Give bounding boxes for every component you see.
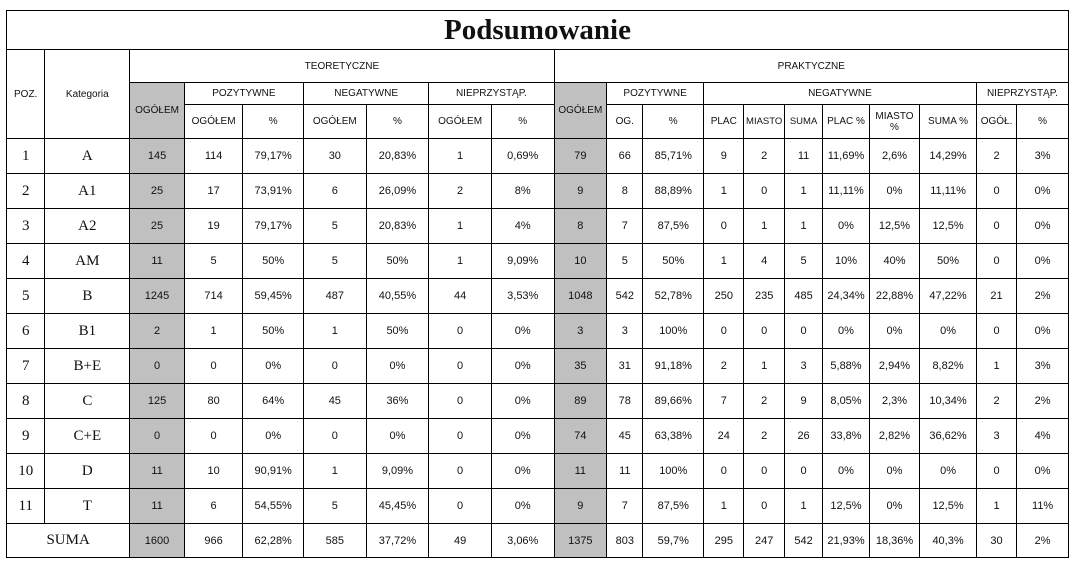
cell-teo-nie-ogolem: 0 [429,454,492,489]
cell-teo-poz-pct: 90,91% [243,454,304,489]
summary-cell-suma-pct: 40,3% [920,524,977,558]
subheader-plac-pct: PLAC % [823,105,869,139]
cell-plac-pct: 11,11% [823,174,869,209]
cell-teo-ogolem: 1245 [130,279,185,314]
table-row [7,174,1069,209]
cell-kategoria: C [45,384,130,419]
cell-nie-ogol: 2 [976,139,1016,174]
cell-suma: 485 [784,279,822,314]
cell-miasto-pct: 12,5% [869,209,920,244]
cell-teo-poz-pct: 79,17% [243,209,304,244]
header-teo-negatywne: NEGATYWNE [304,83,429,105]
cell-kategoria: A2 [45,209,130,244]
header-teoretyczne: TEORETYCZNE [130,50,554,83]
cell-teo-neg-pct: 20,83% [366,139,429,174]
cell-nie-ogol: 0 [976,209,1016,244]
cell-prak-poz-og: 78 [607,384,643,419]
summary-cell-plac-pct: 21,93% [823,524,869,558]
cell-teo-poz-pct: 59,45% [243,279,304,314]
cell-plac-pct: 8,05% [823,384,869,419]
cell-teo-ogolem: 11 [130,489,185,524]
cell-teo-neg-ogolem: 0 [304,349,367,384]
cell-teo-neg-ogolem: 0 [304,419,367,454]
cell-miasto: 235 [744,279,784,314]
header-praktyczne: PRAKTYCZNE [554,50,1068,83]
summary-cell-prak-ogolem: 1375 [554,524,607,558]
cell-miasto-pct: 2,6% [869,139,920,174]
cell-teo-nie-pct: 0% [491,489,554,524]
cell-teo-neg-pct: 20,83% [366,209,429,244]
cell-kategoria: A [45,139,130,174]
cell-teo-nie-ogolem: 0 [429,314,492,349]
subheader-nie-pct: % [1017,105,1069,139]
cell-teo-poz-ogolem: 714 [184,279,243,314]
cell-nie-pct: 2% [1017,384,1069,419]
cell-suma-pct: 12,5% [920,489,977,524]
table-body [7,139,1069,558]
summary-cell-teo-neg-pct: 37,72% [366,524,429,558]
cell-nie-pct: 11% [1017,489,1069,524]
table-row [7,349,1069,384]
cell-kategoria: AM [45,244,130,279]
subheader-teo-neg-ogolem: OGÓŁEM [304,105,367,139]
cell-prak-poz-og: 31 [607,349,643,384]
summary-cell-teo-neg-ogolem: 585 [304,524,367,558]
subheader-prak-poz-og: OG. [607,105,643,139]
cell-kategoria: T [45,489,130,524]
header-prak-negatywne: NEGATYWNE [704,83,977,105]
cell-prak-poz-pct: 88,89% [643,174,704,209]
summary-cell-miasto-pct: 18,36% [869,524,920,558]
cell-teo-nie-ogolem: 0 [429,384,492,419]
cell-miasto: 1 [744,349,784,384]
cell-prak-poz-pct: 85,71% [643,139,704,174]
summary-cell-miasto: 247 [744,524,784,558]
cell-prak-ogolem: 9 [554,489,607,524]
subheader-teo-poz-ogolem: OGÓŁEM [184,105,243,139]
cell-miasto-pct: 2,3% [869,384,920,419]
cell-prak-ogolem: 11 [554,454,607,489]
cell-teo-nie-ogolem: 1 [429,209,492,244]
cell-prak-poz-og: 5 [607,244,643,279]
cell-miasto-pct: 2,82% [869,419,920,454]
cell-prak-ogolem: 79 [554,139,607,174]
cell-nie-pct: 0% [1017,244,1069,279]
cell-teo-neg-ogolem: 1 [304,314,367,349]
cell-poz: 1 [7,139,45,174]
cell-prak-ogolem: 74 [554,419,607,454]
cell-teo-neg-pct: 45,45% [366,489,429,524]
cell-miasto: 4 [744,244,784,279]
subheader-suma-pct: SUMA % [920,105,977,139]
subheader-plac: PLAC [704,105,744,139]
cell-teo-nie-pct: 4% [491,209,554,244]
cell-prak-poz-og: 45 [607,419,643,454]
cell-kategoria: D [45,454,130,489]
cell-teo-neg-pct: 0% [366,349,429,384]
cell-teo-neg-ogolem: 5 [304,209,367,244]
cell-suma: 0 [784,314,822,349]
cell-nie-pct: 4% [1017,419,1069,454]
cell-teo-nie-ogolem: 0 [429,349,492,384]
cell-plac: 1 [704,174,744,209]
cell-plac-pct: 0% [823,314,869,349]
summary-cell-teo-poz-ogolem: 966 [184,524,243,558]
table-row [7,384,1069,419]
cell-teo-poz-pct: 54,55% [243,489,304,524]
cell-miasto-pct: 0% [869,174,920,209]
cell-suma: 9 [784,384,822,419]
cell-plac-pct: 24,34% [823,279,869,314]
cell-prak-poz-pct: 100% [643,314,704,349]
cell-suma: 11 [784,139,822,174]
cell-suma-pct: 47,22% [920,279,977,314]
cell-kategoria: C+E [45,419,130,454]
cell-prak-poz-pct: 100% [643,454,704,489]
cell-teo-neg-pct: 36% [366,384,429,419]
table-row [7,139,1069,174]
cell-plac-pct: 11,69% [823,139,869,174]
cell-prak-poz-pct: 50% [643,244,704,279]
cell-plac-pct: 12,5% [823,489,869,524]
cell-teo-poz-pct: 0% [243,349,304,384]
cell-teo-neg-ogolem: 487 [304,279,367,314]
cell-miasto: 1 [744,209,784,244]
cell-plac: 1 [704,244,744,279]
cell-teo-poz-pct: 79,17% [243,139,304,174]
cell-suma: 3 [784,349,822,384]
cell-nie-pct: 2% [1017,279,1069,314]
cell-prak-poz-pct: 52,78% [643,279,704,314]
cell-plac: 7 [704,384,744,419]
cell-suma-pct: 36,62% [920,419,977,454]
cell-poz: 5 [7,279,45,314]
cell-suma-pct: 8,82% [920,349,977,384]
cell-miasto: 0 [744,489,784,524]
cell-teo-poz-ogolem: 114 [184,139,243,174]
cell-miasto-pct: 0% [869,489,920,524]
cell-nie-pct: 0% [1017,174,1069,209]
cell-nie-ogol: 0 [976,244,1016,279]
cell-plac-pct: 10% [823,244,869,279]
cell-prak-poz-og: 7 [607,489,643,524]
cell-teo-neg-ogolem: 1 [304,454,367,489]
cell-suma-pct: 50% [920,244,977,279]
cell-teo-poz-ogolem: 19 [184,209,243,244]
cell-poz: 4 [7,244,45,279]
header-prak-ogolem: OGÓŁEM [554,83,607,139]
summary-cell-nie-ogol: 30 [976,524,1016,558]
cell-teo-neg-pct: 9,09% [366,454,429,489]
subheader-teo-nie-pct: % [491,105,554,139]
cell-teo-poz-pct: 64% [243,384,304,419]
cell-nie-ogol: 0 [976,174,1016,209]
cell-teo-neg-ogolem: 5 [304,489,367,524]
cell-prak-ogolem: 10 [554,244,607,279]
cell-miasto-pct: 0% [869,454,920,489]
cell-nie-pct: 0% [1017,209,1069,244]
cell-poz: 11 [7,489,45,524]
header-teo-ogolem: OGÓŁEM [130,83,185,139]
subheader-teo-poz-pct: % [243,105,304,139]
cell-teo-neg-ogolem: 5 [304,244,367,279]
cell-teo-neg-pct: 0% [366,419,429,454]
subheader-teo-nie-ogolem: OGÓŁEM [429,105,492,139]
cell-suma-pct: 0% [920,454,977,489]
cell-kategoria: A1 [45,174,130,209]
cell-teo-ogolem: 2 [130,314,185,349]
cell-nie-pct: 3% [1017,139,1069,174]
cell-prak-poz-pct: 91,18% [643,349,704,384]
cell-miasto: 0 [744,454,784,489]
cell-kategoria: B1 [45,314,130,349]
cell-teo-nie-pct: 0% [491,314,554,349]
cell-plac: 0 [704,314,744,349]
subheader-miasto: MIASTO [744,105,784,139]
summary-cell-teo-nie-ogolem: 49 [429,524,492,558]
cell-suma: 0 [784,454,822,489]
cell-prak-poz-pct: 87,5% [643,209,704,244]
cell-poz: 2 [7,174,45,209]
cell-nie-ogol: 1 [976,489,1016,524]
cell-poz: 8 [7,384,45,419]
cell-teo-ogolem: 11 [130,244,185,279]
table-row [7,419,1069,454]
cell-plac: 2 [704,349,744,384]
cell-teo-neg-ogolem: 45 [304,384,367,419]
cell-miasto: 2 [744,419,784,454]
cell-nie-ogol: 21 [976,279,1016,314]
cell-plac-pct: 0% [823,454,869,489]
cell-teo-ogolem: 11 [130,454,185,489]
summary-cell-prak-poz-pct: 59,7% [643,524,704,558]
cell-teo-neg-pct: 50% [366,314,429,349]
header-prak-nieprzystap: NIEPRZYSTĄP. [976,83,1068,105]
cell-miasto: 0 [744,174,784,209]
header-teo-nieprzystap: NIEPRZYSTĄP. [429,83,554,105]
cell-suma-pct: 0% [920,314,977,349]
cell-teo-poz-pct: 50% [243,314,304,349]
cell-miasto: 2 [744,384,784,419]
cell-teo-ogolem: 125 [130,384,185,419]
cell-suma: 1 [784,174,822,209]
cell-teo-nie-ogolem: 1 [429,139,492,174]
summary-row [7,524,1069,558]
cell-prak-poz-pct: 87,5% [643,489,704,524]
cell-teo-poz-pct: 0% [243,419,304,454]
cell-miasto-pct: 22,88% [869,279,920,314]
cell-teo-poz-ogolem: 6 [184,489,243,524]
subheader-prak-poz-pct: % [643,105,704,139]
cell-teo-poz-ogolem: 0 [184,419,243,454]
cell-plac: 24 [704,419,744,454]
cell-suma: 1 [784,489,822,524]
table-row [7,454,1069,489]
subheader-teo-neg-pct: % [366,105,429,139]
cell-teo-poz-ogolem: 1 [184,314,243,349]
cell-teo-nie-pct: 8% [491,174,554,209]
summary-cell-teo-nie-pct: 3,06% [491,524,554,558]
cell-prak-ogolem: 89 [554,384,607,419]
cell-miasto-pct: 40% [869,244,920,279]
cell-teo-poz-ogolem: 10 [184,454,243,489]
cell-poz: 7 [7,349,45,384]
cell-prak-poz-og: 11 [607,454,643,489]
cell-kategoria: B+E [45,349,130,384]
cell-poz: 6 [7,314,45,349]
cell-teo-neg-pct: 40,55% [366,279,429,314]
header-teo-pozytywne: POZYTYWNE [184,83,303,105]
summary-cell-plac: 295 [704,524,744,558]
header-kategoria: Kategoria [45,50,130,139]
cell-teo-nie-ogolem: 2 [429,174,492,209]
cell-nie-ogol: 0 [976,314,1016,349]
table-row [7,314,1069,349]
cell-teo-nie-pct: 3,53% [491,279,554,314]
cell-teo-nie-pct: 0,69% [491,139,554,174]
cell-prak-poz-og: 3 [607,314,643,349]
cell-prak-ogolem: 8 [554,209,607,244]
cell-prak-ogolem: 9 [554,174,607,209]
cell-teo-ogolem: 25 [130,209,185,244]
subheader-miasto-pct: MIASTO % [869,105,920,139]
cell-poz: 9 [7,419,45,454]
summary-label: SUMA [7,524,130,558]
header-poz: POZ. [7,50,45,139]
cell-plac-pct: 0% [823,209,869,244]
summary-table-container [6,10,1069,558]
cell-teo-neg-pct: 50% [366,244,429,279]
cell-teo-ogolem: 0 [130,349,185,384]
summary-cell-suma: 542 [784,524,822,558]
cell-teo-nie-ogolem: 0 [429,489,492,524]
cell-teo-ogolem: 0 [130,419,185,454]
cell-teo-neg-ogolem: 6 [304,174,367,209]
cell-teo-ogolem: 145 [130,139,185,174]
cell-teo-poz-ogolem: 80 [184,384,243,419]
cell-poz: 3 [7,209,45,244]
cell-suma-pct: 10,34% [920,384,977,419]
header-prak-pozytywne: POZYTYWNE [607,83,704,105]
cell-nie-ogol: 1 [976,349,1016,384]
cell-teo-nie-ogolem: 44 [429,279,492,314]
cell-teo-nie-pct: 0% [491,384,554,419]
cell-suma-pct: 12,5% [920,209,977,244]
cell-plac: 0 [704,454,744,489]
cell-miasto: 2 [744,139,784,174]
summary-table [6,10,1069,558]
cell-poz: 10 [7,454,45,489]
cell-teo-ogolem: 25 [130,174,185,209]
cell-prak-poz-og: 7 [607,209,643,244]
cell-plac: 1 [704,489,744,524]
cell-nie-pct: 0% [1017,314,1069,349]
cell-nie-pct: 3% [1017,349,1069,384]
cell-teo-poz-ogolem: 17 [184,174,243,209]
cell-prak-poz-og: 8 [607,174,643,209]
cell-teo-poz-pct: 50% [243,244,304,279]
cell-prak-ogolem: 3 [554,314,607,349]
cell-suma: 1 [784,209,822,244]
cell-plac-pct: 5,88% [823,349,869,384]
cell-prak-poz-pct: 89,66% [643,384,704,419]
table-row [7,244,1069,279]
summary-cell-prak-poz-og: 803 [607,524,643,558]
cell-teo-neg-ogolem: 30 [304,139,367,174]
cell-teo-nie-pct: 0% [491,349,554,384]
cell-suma: 5 [784,244,822,279]
cell-plac-pct: 33,8% [823,419,869,454]
subheader-suma: SUMA [784,105,822,139]
summary-cell-nie-pct: 2% [1017,524,1069,558]
cell-miasto-pct: 0% [869,314,920,349]
cell-nie-ogol: 3 [976,419,1016,454]
cell-teo-nie-ogolem: 1 [429,244,492,279]
table-row [7,209,1069,244]
subheader-nie-ogol: OGÓŁ. [976,105,1016,139]
cell-teo-neg-pct: 26,09% [366,174,429,209]
cell-suma: 26 [784,419,822,454]
cell-kategoria: B [45,279,130,314]
cell-miasto-pct: 2,94% [869,349,920,384]
table-row [7,279,1069,314]
cell-teo-nie-pct: 0% [491,419,554,454]
page-title: Podsumowanie [7,11,1069,50]
cell-plac: 9 [704,139,744,174]
cell-nie-pct: 0% [1017,454,1069,489]
cell-prak-ogolem: 35 [554,349,607,384]
cell-nie-ogol: 2 [976,384,1016,419]
cell-plac: 250 [704,279,744,314]
cell-prak-ogolem: 1048 [554,279,607,314]
cell-teo-nie-ogolem: 0 [429,419,492,454]
cell-teo-nie-pct: 0% [491,454,554,489]
cell-prak-poz-og: 542 [607,279,643,314]
table-row [7,489,1069,524]
cell-teo-nie-pct: 9,09% [491,244,554,279]
cell-nie-ogol: 0 [976,454,1016,489]
summary-cell-teo-poz-pct: 62,28% [243,524,304,558]
cell-suma-pct: 11,11% [920,174,977,209]
cell-plac: 0 [704,209,744,244]
cell-teo-poz-pct: 73,91% [243,174,304,209]
summary-cell-teo-ogolem: 1600 [130,524,185,558]
cell-prak-poz-og: 66 [607,139,643,174]
cell-prak-poz-pct: 63,38% [643,419,704,454]
cell-suma-pct: 14,29% [920,139,977,174]
cell-teo-poz-ogolem: 0 [184,349,243,384]
cell-miasto: 0 [744,314,784,349]
cell-teo-poz-ogolem: 5 [184,244,243,279]
